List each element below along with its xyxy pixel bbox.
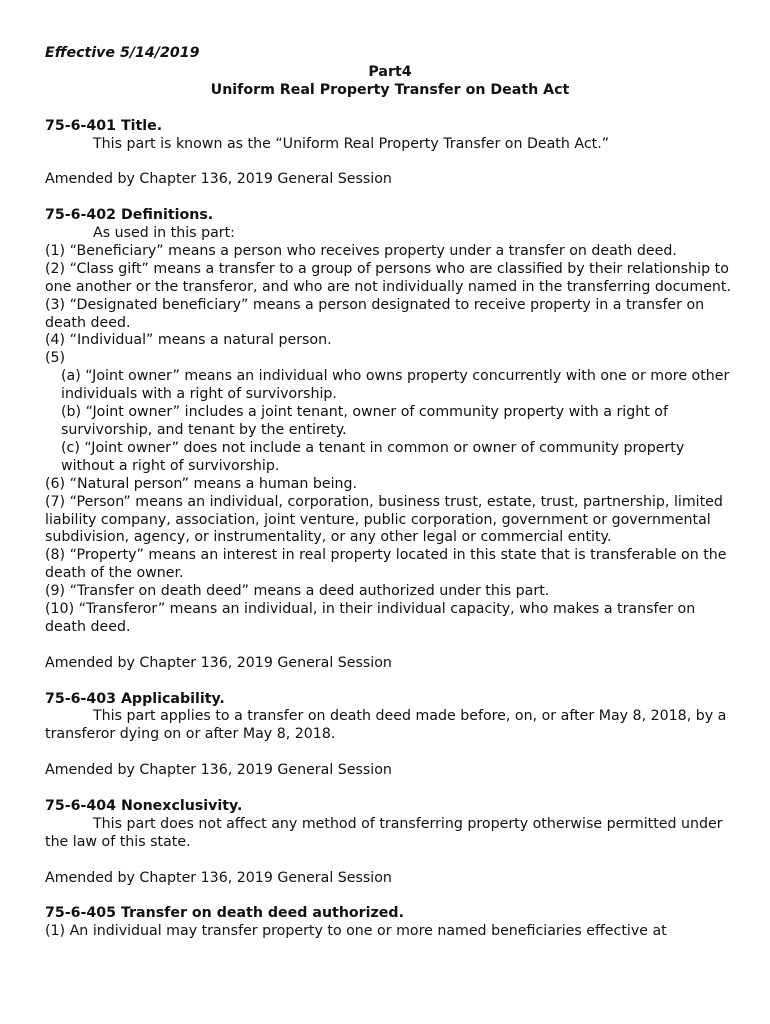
definition-item: (4) “Individual” means a natural person. <box>45 332 332 349</box>
section-heading: 75-6-405 Transfer on death deed authorized. <box>45 905 404 922</box>
section-402 <box>45 207 735 673</box>
definition-item: (1) “Beneficiary” means a person who receives property under a transfer on death deed. <box>45 242 677 259</box>
section-403 <box>45 691 735 781</box>
section-heading: 75-6-401 Title. <box>45 117 163 134</box>
section-404 <box>45 798 735 888</box>
definition-item: (6) “Natural person” means a human being. <box>45 475 358 492</box>
part-heading: Part4 <box>368 63 412 80</box>
definition-item: (7) “Person” means an individual, corporation, business trust, estate, trust, partnership, limited liability company, association, joint venture, public corporation, government or governmental subdivision, agency, or instrumentality, or any other legal or commercial entity. <box>45 493 723 546</box>
section-text: (1) An individual may transfer property to one or more named beneficiaries effective at <box>45 923 667 940</box>
section-text: This part applies to a transfer on death deed made before, on, or after May 8, 2018, by a transferor dying on or after May 8, 2018. <box>45 708 727 743</box>
section-heading: 75-6-404 Nonexclusivity. <box>45 797 243 814</box>
section-heading: 75-6-403 Applicability. <box>45 690 225 707</box>
amendment-history: Amended by Chapter 136, 2019 General Session <box>45 762 392 779</box>
definition-item: (2) “Class gift” means a transfer to a group of persons who are classified by their relationship to one another or the transferor, and who are not individually named in the transferring document. <box>45 260 731 295</box>
section-intro: As used in this part: <box>93 225 235 242</box>
definition-item: (10) “Transferor” means an individual, in their individual capacity, who makes a transfer on death deed. <box>45 601 696 635</box>
definition-subitem: (c) “Joint owner” does not include a tenant in common or owner of community property without a right of survivorship. <box>61 439 685 474</box>
definition-item: (3) “Designated beneficiary” means a person designated to receive property in a transfer on death deed. <box>45 296 705 331</box>
amendment-history: Amended by Chapter 136, 2019 General Session <box>45 654 392 671</box>
section-heading: 75-6-402 Definitions. <box>45 207 214 224</box>
document-page <box>45 45 735 941</box>
effective-date: Effective 5/14/2019 <box>45 45 200 61</box>
definition-item: (8) “Property” means an interest in real property located in this state that is transferable on the death of the owner. <box>45 547 727 582</box>
amendment-history: Amended by Chapter 136, 2019 General Session <box>45 869 392 886</box>
act-title: Uniform Real Property Transfer on Death Act <box>210 81 570 98</box>
definition-item: (9) “Transfer on death deed” means a deed authorized under this part. <box>45 583 550 600</box>
section-401 <box>45 118 735 190</box>
section-405 <box>45 905 735 941</box>
definition-item: (5) <box>45 350 66 367</box>
section-text: This part does not affect any method of transferring property otherwise permitted under the law of this state. <box>45 815 723 850</box>
section-text: This part is known as the “Uniform Real Property Transfer on Death Act.” <box>93 135 610 152</box>
definition-subitem: (b) “Joint owner” includes a joint tenant, owner of community property with a right of survivorship, and tenant by the entirety. <box>61 404 668 438</box>
amendment-history: Amended by Chapter 136, 2019 General Session <box>45 171 392 188</box>
definition-subitem: (a) “Joint owner” means an individual who owns property concurrently with one or more other individuals with a right of survivorship. <box>61 368 730 403</box>
